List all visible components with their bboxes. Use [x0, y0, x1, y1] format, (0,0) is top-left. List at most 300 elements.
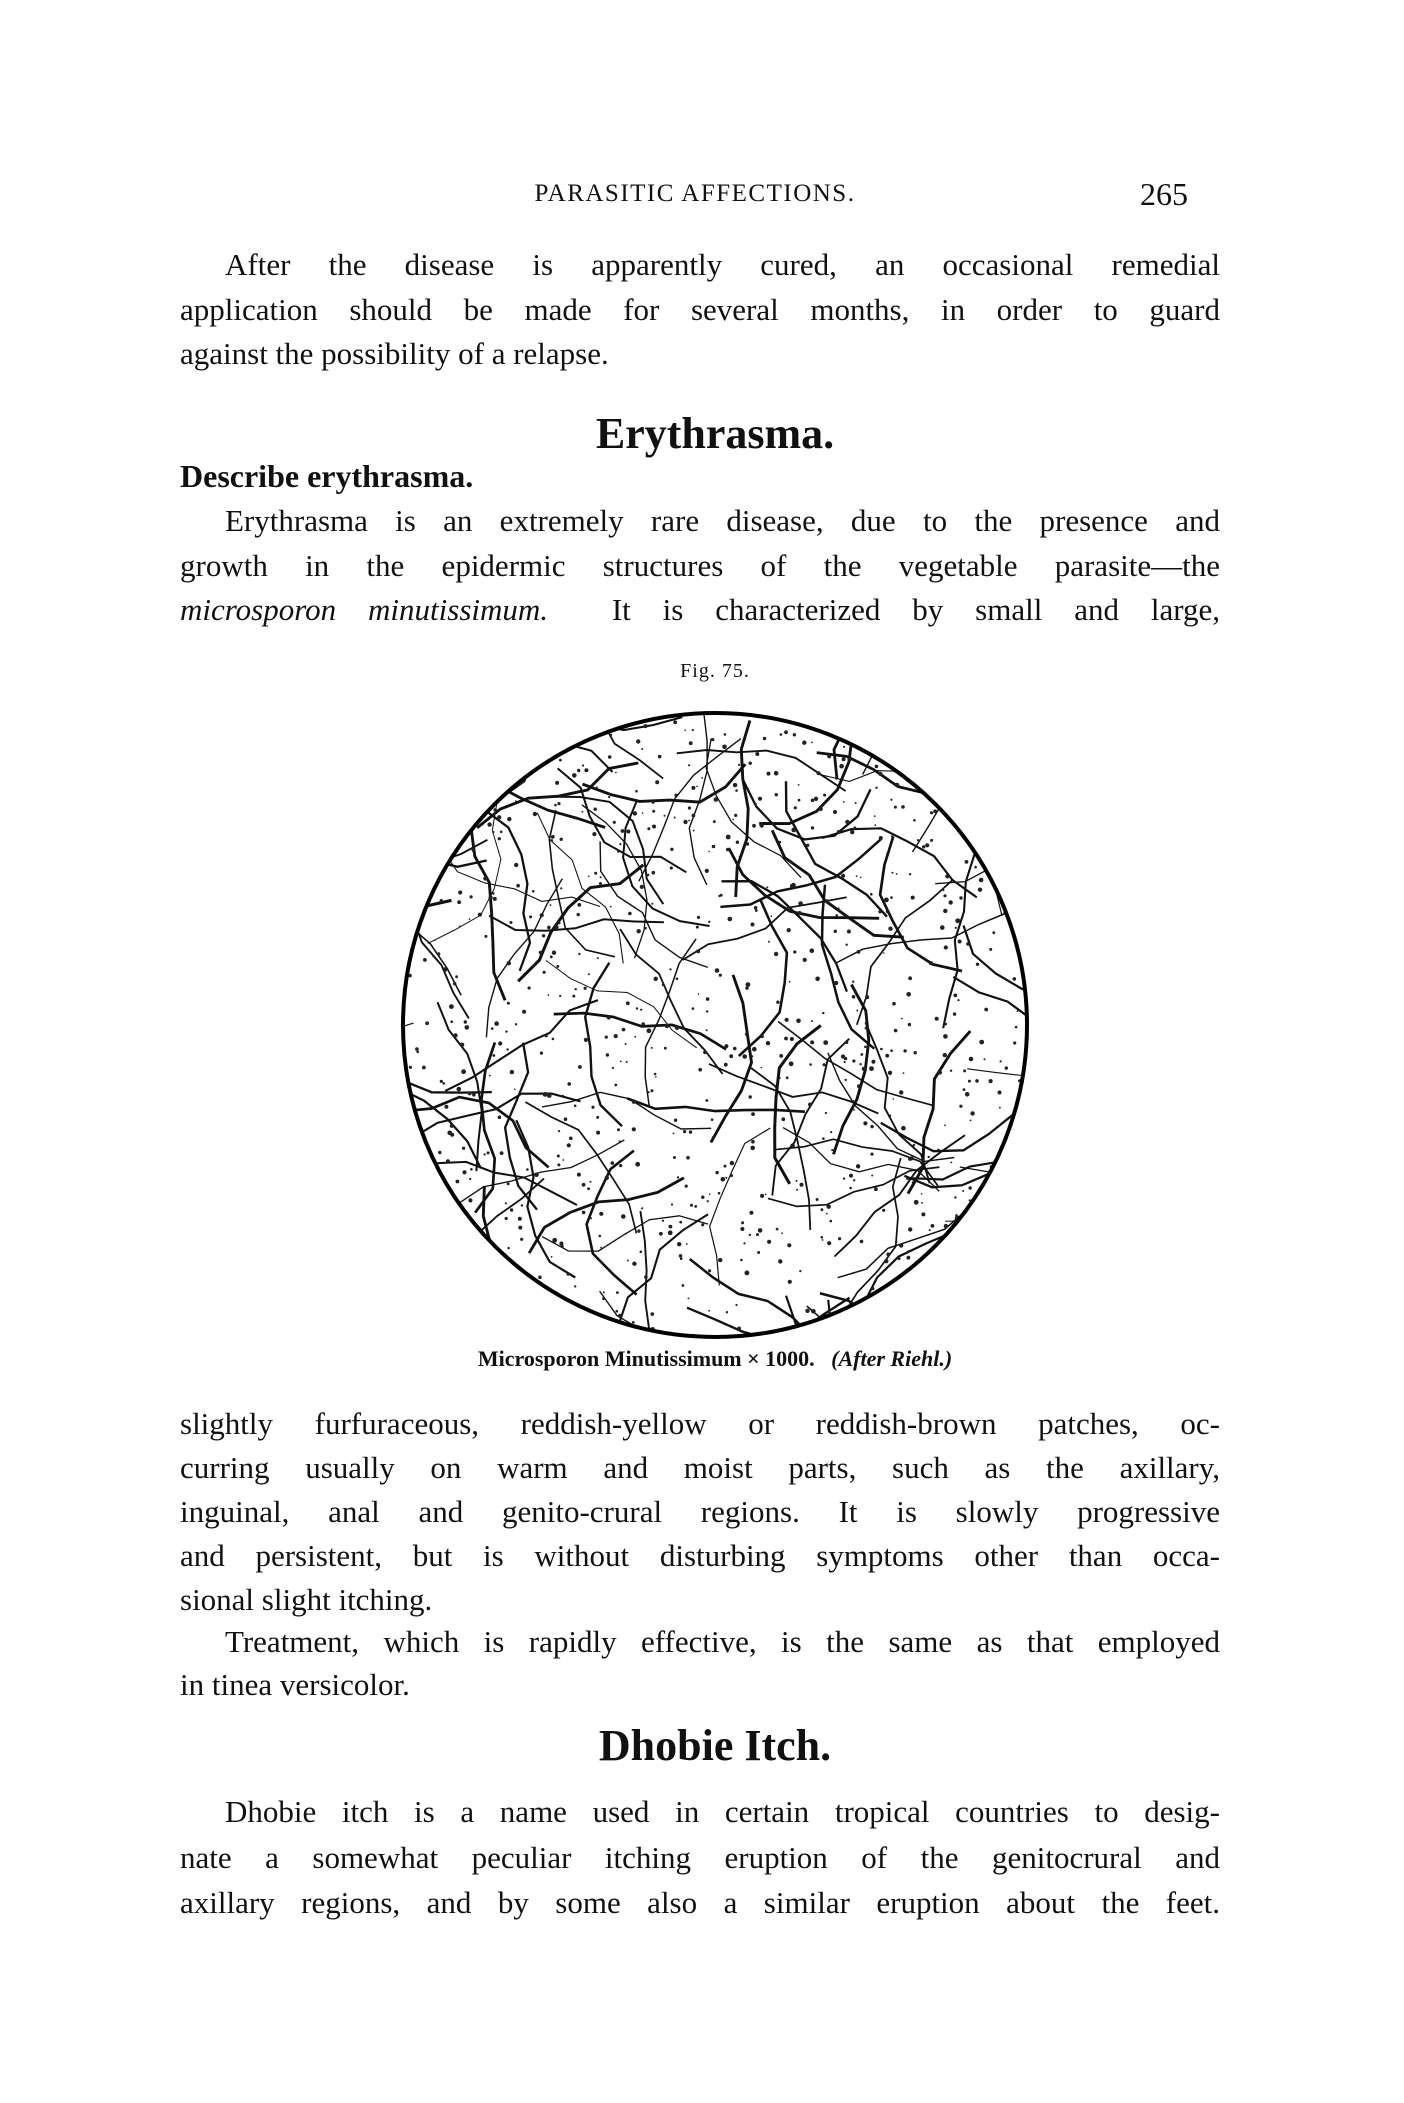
- hypha-strand: [759, 708, 871, 823]
- spore-dot: [947, 1295, 949, 1297]
- hypha-strand: [550, 797, 663, 905]
- spore-dot: [412, 1287, 417, 1292]
- spore-dot: [440, 783, 443, 786]
- spore-dot: [534, 1172, 539, 1177]
- spore-dot: [850, 830, 854, 834]
- spore-dot: [468, 1092, 472, 1096]
- spore-dot: [567, 1212, 570, 1215]
- spore-dot: [838, 907, 840, 909]
- spore-dot: [606, 1053, 609, 1056]
- spore-dot: [674, 1119, 677, 1122]
- spore-dot: [890, 1049, 893, 1052]
- spore-dot: [464, 1020, 467, 1023]
- spore-dot: [647, 1028, 652, 1033]
- spore-dot: [1000, 1060, 1002, 1062]
- spore-dot: [608, 755, 612, 759]
- spore-dot: [487, 1151, 490, 1154]
- spore-dot: [637, 929, 641, 933]
- spore-dot: [438, 789, 442, 793]
- spore-dot: [632, 1100, 636, 1104]
- spore-dot: [781, 1117, 785, 1121]
- spore-dot: [883, 1301, 886, 1304]
- spore-dot: [805, 1309, 809, 1313]
- hypha-strand: [1030, 914, 1035, 979]
- spore-dot: [489, 896, 493, 900]
- spore-dot: [637, 1229, 640, 1232]
- spore-dot: [465, 1317, 469, 1321]
- spore-dot: [507, 1183, 510, 1186]
- hypha-strand: [677, 750, 846, 791]
- spore-dot: [803, 958, 807, 962]
- spore-dot: [831, 1149, 833, 1151]
- spore-dot: [572, 773, 577, 778]
- spore-dot: [635, 790, 638, 793]
- hypha-strand: [518, 865, 643, 982]
- spore-dot: [957, 999, 959, 1001]
- spore-dot: [428, 1245, 430, 1247]
- spore-dot: [651, 1312, 655, 1316]
- spore-dot: [659, 1232, 663, 1236]
- spore-dot: [847, 930, 851, 934]
- spore-dot: [940, 925, 945, 930]
- spore-dot: [953, 994, 957, 998]
- spore-dot: [396, 824, 398, 826]
- spore-dot: [827, 1205, 831, 1209]
- spore-dot: [772, 823, 775, 826]
- spore-dot: [669, 1225, 673, 1229]
- spore-dot: [685, 707, 688, 710]
- spore-dot: [655, 780, 659, 784]
- spore-dot: [670, 866, 673, 869]
- spore-dot: [715, 968, 720, 973]
- spore-dot: [849, 1174, 853, 1178]
- text-line: After the disease is apparently cured, an occasional remedial: [225, 247, 1220, 282]
- spore-dot: [998, 1321, 1000, 1323]
- spore-dot: [730, 1161, 734, 1165]
- spore-dot: [537, 747, 539, 749]
- hypha-strand: [525, 1102, 636, 1233]
- spore-dot: [428, 1173, 433, 1178]
- spore-dot: [551, 1256, 553, 1258]
- spore-dot: [883, 952, 885, 954]
- spore-dot: [798, 799, 801, 802]
- spore-dot: [449, 781, 453, 785]
- spore-dot: [925, 1321, 929, 1325]
- spore-dot: [859, 1063, 861, 1065]
- spore-dot: [845, 1079, 847, 1081]
- hypha-strand: [447, 1186, 490, 1345]
- spore-dot: [885, 1054, 889, 1058]
- spore-dot: [673, 1133, 675, 1135]
- spore-dot: [510, 921, 513, 924]
- spore-dot: [840, 1315, 844, 1319]
- spore-dot: [709, 1193, 711, 1195]
- spore-dot: [930, 839, 933, 842]
- hypha-strand: [395, 841, 400, 935]
- spore-dot: [540, 1052, 543, 1055]
- spore-dot: [658, 755, 662, 759]
- spore-dot: [596, 1131, 600, 1135]
- hypha-strand: [437, 705, 475, 715]
- spore-dot: [995, 1259, 997, 1261]
- spore-dot: [514, 1088, 516, 1090]
- spore-dot: [594, 872, 597, 875]
- spore-dot: [811, 742, 813, 744]
- spore-dot: [998, 849, 1001, 852]
- spore-dot: [835, 914, 838, 917]
- spore-dot: [505, 1342, 508, 1345]
- spore-dot: [970, 1120, 972, 1122]
- hypha-strand: [1013, 1112, 1035, 1216]
- spore-dot: [755, 803, 757, 805]
- spore-dot: [745, 1033, 748, 1036]
- spore-dot: [584, 1038, 588, 1042]
- spore-dot: [908, 1023, 911, 1026]
- spore-dot: [849, 1187, 852, 1190]
- spore-dot: [404, 1334, 408, 1338]
- spore-dot: [998, 1327, 1001, 1330]
- spore-dot: [800, 1183, 804, 1187]
- spore-dot: [688, 806, 691, 809]
- spore-dot: [679, 1221, 682, 1224]
- text-line: axillary regions, and by some also a similar eruption about the feet.: [180, 1885, 1220, 1920]
- spore-dot: [1016, 746, 1019, 749]
- spore-dot: [798, 784, 800, 786]
- spore-dot: [454, 804, 457, 807]
- spore-dot: [811, 826, 814, 829]
- hypha-strand: [814, 705, 945, 710]
- spore-dot: [778, 841, 781, 844]
- spore-dot: [911, 896, 915, 900]
- spore-dot: [1013, 818, 1016, 821]
- spore-dot: [884, 898, 889, 903]
- spore-dot: [577, 1173, 581, 1177]
- spore-dot: [888, 1071, 892, 1075]
- hypha-strand: [428, 801, 501, 944]
- spore-dot: [898, 1257, 901, 1260]
- spore-dot: [585, 711, 587, 713]
- spore-dot: [557, 802, 560, 805]
- spore-dot: [1022, 804, 1027, 809]
- spore-dot: [814, 797, 818, 801]
- spore-dot: [987, 787, 990, 790]
- spore-dot: [774, 952, 778, 956]
- spore-dot: [817, 771, 821, 775]
- spore-dot: [422, 1066, 426, 1070]
- spore-dot: [1006, 1265, 1009, 1268]
- spore-dot: [559, 759, 562, 762]
- spore-dot: [526, 1168, 529, 1171]
- spore-dot: [491, 1027, 494, 1030]
- spore-dot: [955, 918, 960, 923]
- spore-dot: [998, 1091, 1002, 1095]
- spore-dot: [901, 1126, 906, 1131]
- spore-dot: [493, 831, 495, 833]
- spore-dot: [423, 958, 427, 962]
- spore-dot: [635, 1162, 640, 1167]
- spore-dot: [533, 812, 537, 816]
- hypha-strand: [786, 1296, 880, 1345]
- spore-dot: [582, 1211, 586, 1215]
- spore-dot: [908, 976, 912, 980]
- spore-dot: [969, 1057, 974, 1062]
- spore-dot: [422, 721, 424, 723]
- text-line: in tinea versicolor.: [180, 1667, 410, 1702]
- spore-dot: [891, 835, 893, 837]
- spore-dot: [810, 948, 815, 953]
- spore-dot: [823, 794, 826, 797]
- spore-dot: [864, 1046, 867, 1049]
- spore-dot: [446, 1159, 450, 1163]
- spore-dot: [865, 1027, 868, 1030]
- spore-dot: [426, 1335, 428, 1337]
- spore-dot: [454, 1310, 456, 1312]
- spore-dot: [732, 819, 734, 821]
- spore-dot: [878, 910, 881, 913]
- spore-dot: [552, 951, 556, 955]
- spore-dot: [776, 1001, 779, 1004]
- spore-dot: [421, 1163, 423, 1165]
- spore-dot: [966, 942, 970, 946]
- spore-dot: [410, 852, 412, 854]
- spore-dot: [791, 828, 796, 833]
- spore-dot: [497, 815, 501, 819]
- spore-dot: [751, 1055, 753, 1057]
- spore-dot: [746, 982, 751, 987]
- spore-dot: [768, 941, 770, 943]
- spore-dot: [731, 918, 733, 920]
- spore-dot: [696, 949, 700, 953]
- spore-dot: [811, 1309, 816, 1314]
- spore-dot: [515, 1023, 517, 1025]
- spore-dot: [450, 1203, 455, 1208]
- spore-dot: [484, 1153, 486, 1155]
- spore-dot: [740, 1227, 744, 1231]
- text-line: nate a somewhat peculiar itching eruption of the genitocrural and: [180, 1840, 1220, 1875]
- spore-dot: [507, 1247, 509, 1249]
- spore-dot: [968, 1080, 971, 1083]
- spore-dot: [505, 1217, 508, 1220]
- spore-dot: [779, 1077, 781, 1079]
- spore-dot: [499, 738, 502, 741]
- spore-dot: [478, 1334, 480, 1336]
- spore-dot: [978, 743, 982, 747]
- hypha-strand: [857, 880, 953, 1025]
- spore-dot: [743, 1242, 745, 1244]
- spore-dot: [1005, 1066, 1008, 1069]
- spore-dot: [943, 894, 946, 897]
- hypha-strand: [415, 705, 447, 848]
- spore-dot: [652, 871, 656, 875]
- spore-dot: [487, 822, 491, 826]
- hypha-strand: [395, 705, 500, 749]
- spore-dot: [752, 1047, 757, 1052]
- spore-dot: [416, 1051, 419, 1054]
- spore-dot: [468, 1198, 472, 1202]
- spore-dot: [823, 1336, 826, 1339]
- spore-dot: [985, 1304, 989, 1308]
- spore-dot: [413, 877, 416, 880]
- spore-dot: [514, 863, 518, 867]
- spore-dot: [871, 1287, 874, 1290]
- spore-dot: [906, 992, 911, 997]
- hypha-strand: [960, 1167, 1035, 1253]
- spore-dot: [897, 734, 900, 737]
- spore-dot: [452, 826, 456, 830]
- spore-dot: [550, 956, 553, 959]
- spore-dot: [815, 977, 820, 982]
- spore-dot: [520, 1238, 523, 1241]
- hypha-strand: [995, 742, 1022, 916]
- spore-dot: [690, 1204, 693, 1207]
- spore-dot: [641, 1022, 645, 1026]
- spore-dot: [685, 1185, 688, 1188]
- spore-dot: [733, 1047, 737, 1051]
- spore-dot: [708, 851, 710, 853]
- hypha-strand: [817, 753, 975, 829]
- spore-dot: [587, 1187, 590, 1190]
- spore-dot: [830, 1220, 833, 1223]
- spore-dot: [786, 1076, 789, 1079]
- spore-dot: [701, 1223, 704, 1226]
- spore-dot: [860, 1240, 864, 1244]
- spore-dot: [444, 1105, 448, 1109]
- spore-dot: [724, 1165, 727, 1168]
- spore-dot: [518, 1226, 522, 1230]
- spore-dot: [415, 1047, 419, 1051]
- spore-dot: [995, 846, 999, 850]
- spore-dot: [513, 1122, 515, 1124]
- spore-dot: [498, 1041, 502, 1045]
- spore-dot: [701, 1047, 703, 1049]
- spore-dot: [559, 1242, 563, 1246]
- spore-dot: [651, 1047, 653, 1049]
- spore-dot: [440, 825, 444, 829]
- spore-dot: [483, 876, 487, 880]
- spore-dot: [875, 765, 879, 769]
- spore-dot: [889, 712, 893, 716]
- spore-dot: [686, 1243, 688, 1245]
- spore-dot: [944, 1224, 948, 1228]
- spore-dot: [707, 1200, 709, 1202]
- spore-dot: [862, 1067, 866, 1071]
- spore-dot: [714, 797, 719, 802]
- spore-dot: [599, 882, 602, 885]
- spore-dot: [405, 869, 407, 871]
- spore-dot: [524, 711, 528, 715]
- spore-dot: [648, 1091, 650, 1093]
- spore-dot: [507, 817, 511, 821]
- hypha-strand: [807, 1306, 925, 1345]
- spore-dot: [633, 811, 637, 815]
- spore-dot: [450, 1133, 454, 1137]
- spore-dot: [701, 777, 703, 779]
- spore-dot: [910, 1156, 914, 1160]
- spore-dot: [839, 764, 844, 769]
- hypha-strand: [542, 1216, 708, 1251]
- spore-dot: [929, 961, 933, 965]
- spore-dot: [450, 1020, 453, 1023]
- spore-dot: [758, 797, 762, 801]
- spore-dot: [708, 1269, 711, 1272]
- spore-dot: [869, 1066, 874, 1071]
- spore-dot: [820, 721, 823, 724]
- spore-dot: [995, 808, 997, 810]
- hypha-strand: [903, 705, 985, 715]
- spore-dot: [469, 918, 471, 920]
- spore-dot: [894, 806, 897, 809]
- spore-dot: [600, 876, 602, 878]
- spore-dot: [603, 1291, 605, 1293]
- spore-dot: [826, 1213, 828, 1215]
- spore-dot: [632, 1127, 636, 1131]
- hypha-strand: [913, 710, 1014, 852]
- spore-dot: [677, 1176, 679, 1178]
- spore-dot: [983, 739, 986, 742]
- section-heading-dhobie-itch: Dhobie Itch.: [598, 1721, 832, 1770]
- spore-dot: [846, 944, 848, 946]
- spore-dot: [551, 839, 554, 842]
- spore-dot: [943, 889, 945, 891]
- spore-dot: [610, 906, 612, 908]
- spore-dot: [724, 1063, 728, 1067]
- spore-dot: [935, 1017, 939, 1021]
- hypha-strand: [406, 1162, 577, 1205]
- spore-dot: [543, 971, 546, 974]
- spore-dot: [1029, 909, 1032, 912]
- spore-dot: [1009, 846, 1014, 851]
- spore-dot: [443, 967, 448, 972]
- spore-dot: [968, 1247, 972, 1251]
- spore-dot: [552, 1038, 555, 1041]
- spore-dot: [617, 1128, 620, 1131]
- spore-dot: [978, 888, 982, 892]
- spore-dot: [965, 860, 969, 864]
- spore-dot: [408, 765, 412, 769]
- spore-dot: [644, 1275, 648, 1279]
- spore-dot: [860, 1053, 863, 1056]
- spore-dot: [627, 1260, 629, 1262]
- spore-dot: [493, 897, 497, 901]
- spore-dot: [492, 892, 495, 895]
- spore-dot: [979, 878, 984, 883]
- spore-dot: [483, 1284, 486, 1287]
- spore-dot: [409, 1066, 412, 1069]
- spore-dot: [765, 1194, 767, 1196]
- spore-dot: [436, 1337, 438, 1339]
- hypha-strand: [960, 705, 997, 780]
- hypha-strand: [729, 848, 880, 918]
- spore-dot: [617, 850, 620, 853]
- spore-dot: [882, 1209, 885, 1212]
- spore-dot: [931, 722, 934, 725]
- spore-dot: [903, 1072, 905, 1074]
- spore-dot: [1029, 1169, 1033, 1173]
- caption-text: Microsporon Minutissimum × 1000.: [477, 1346, 815, 1371]
- spore-dot: [675, 1026, 679, 1030]
- spore-dot: [837, 830, 841, 834]
- spore-dot: [811, 799, 815, 803]
- spore-dot: [708, 1310, 710, 1312]
- spore-dot: [547, 926, 551, 930]
- spore-dot: [726, 848, 730, 852]
- spore-dot: [718, 1192, 721, 1195]
- spore-dot: [711, 738, 714, 741]
- spore-dot: [614, 1084, 617, 1087]
- spore-dot: [642, 812, 644, 814]
- spore-dot: [999, 1219, 1002, 1222]
- spore-dot: [974, 866, 977, 869]
